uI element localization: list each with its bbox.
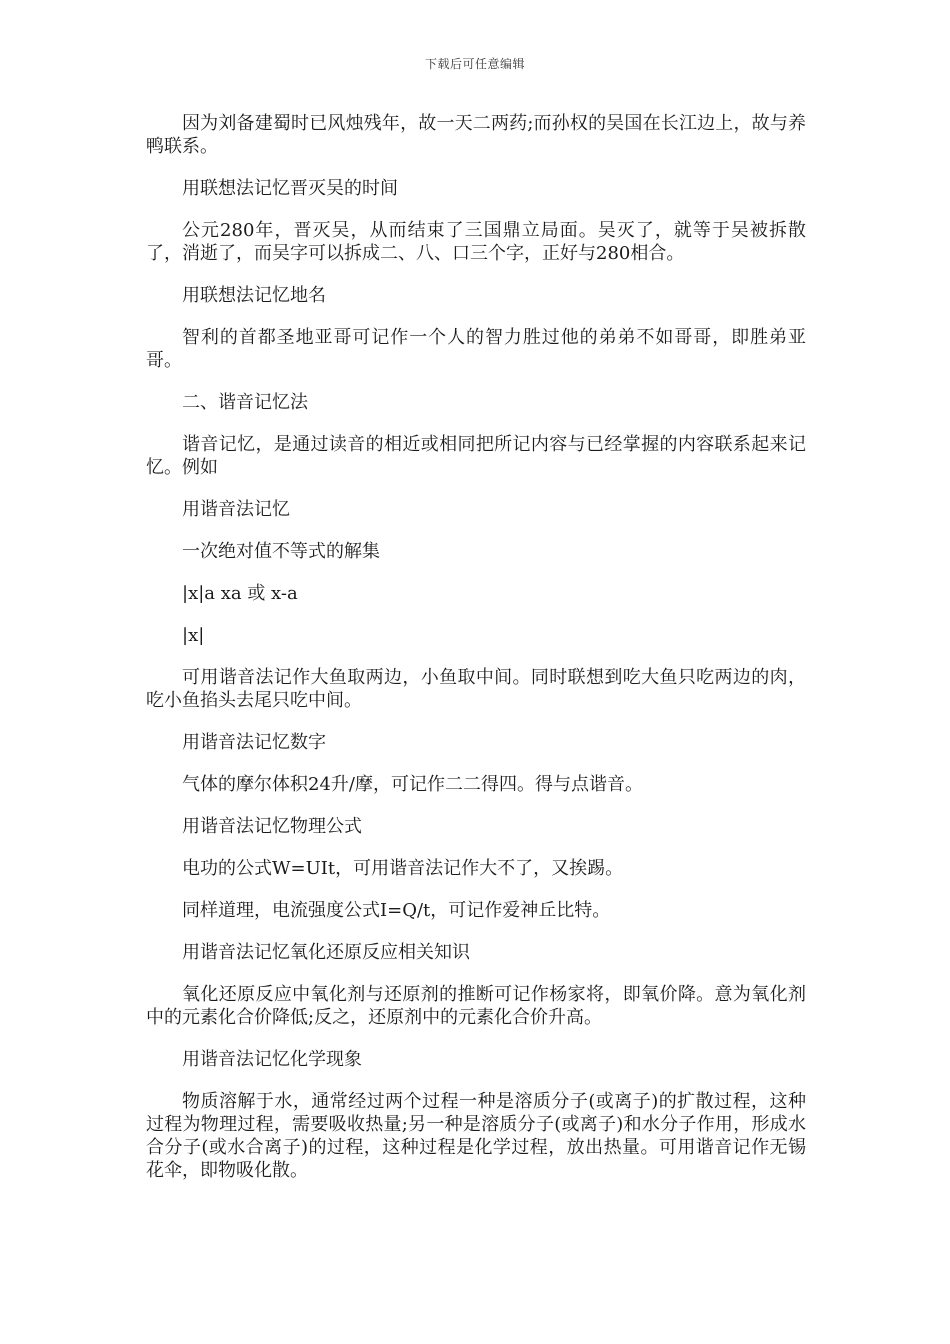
paragraph: 一次绝对值不等式的解集 [182,541,380,562]
paragraph: 可用谐音法记作大鱼取两边，小鱼取中间。同时联想到吃大鱼只吃两边的肉，吃小鱼掐头去尾只吃中间。 [146,667,806,711]
formula-line: |x| [182,625,205,646]
section-heading: 用谐音法记忆数字 [182,732,326,753]
paragraph: 物质溶解于水，通常经过两个过程一种是溶质分子(或离子)的扩散过程，这种过程为物理过程，需要吸收热量;另一种是溶质分子(或离子)和水分子作用，形成水合分子(或水合离子)的过程，这种过程是化学过程，放出热量。可用谐音记作无锡花伞，即物吸化散。 [146,1091,806,1181]
section-heading: 用联想法记忆地名 [182,285,326,306]
section-heading: 用谐音法记忆化学现象 [182,1049,362,1070]
formula-line: |x|a xa 或 x-a [182,583,298,604]
section-heading: 用谐音法记忆 [182,499,290,520]
paragraph: 电功的公式W=UIt，可用谐音法记作大不了，又挨踢。 [182,858,624,879]
paragraph: 谐音记忆，是通过读音的相近或相同把所记内容与已经掌握的内容联系起来记忆。例如 [146,434,806,478]
paragraph: 智利的首都圣地亚哥可记作一个人的智力胜过他的弟弟不如哥哥，即胜弟亚哥。 [146,327,806,371]
paragraph: 氧化还原反应中氧化剂与还原剂的推断可记作杨家将，即氧价降。意为氧化剂中的元素化合价降低;反之，还原剂中的元素化合价升高。 [146,984,806,1028]
paragraph: 因为刘备建蜀时已风烛残年，故一天二两药;而孙权的吴国在长江边上，故与养鸭联系。 [146,113,806,157]
section-heading: 用谐音法记忆物理公式 [182,816,362,837]
section-heading: 二、谐音记忆法 [182,392,308,413]
page-header: 下载后可任意编辑 [424,57,525,71]
document-body [146,112,806,1201]
paragraph: 气体的摩尔体积24升/摩，可记作二二得四。得与点谐音。 [182,774,643,795]
paragraph: 公元280年，晋灭吴，从而结束了三国鼎立局面。吴灭了，就等于吴被拆散了，消逝了，而吴字可以拆成二、八、口三个字，正好与280相合。 [146,220,806,264]
section-heading: 用谐音法记忆氧化还原反应相关知识 [182,942,470,963]
paragraph: 同样道理，电流强度公式I=Q/t，可记作爱神丘比特。 [182,900,611,921]
section-heading: 用联想法记忆晋灭吴的时间 [182,178,398,199]
